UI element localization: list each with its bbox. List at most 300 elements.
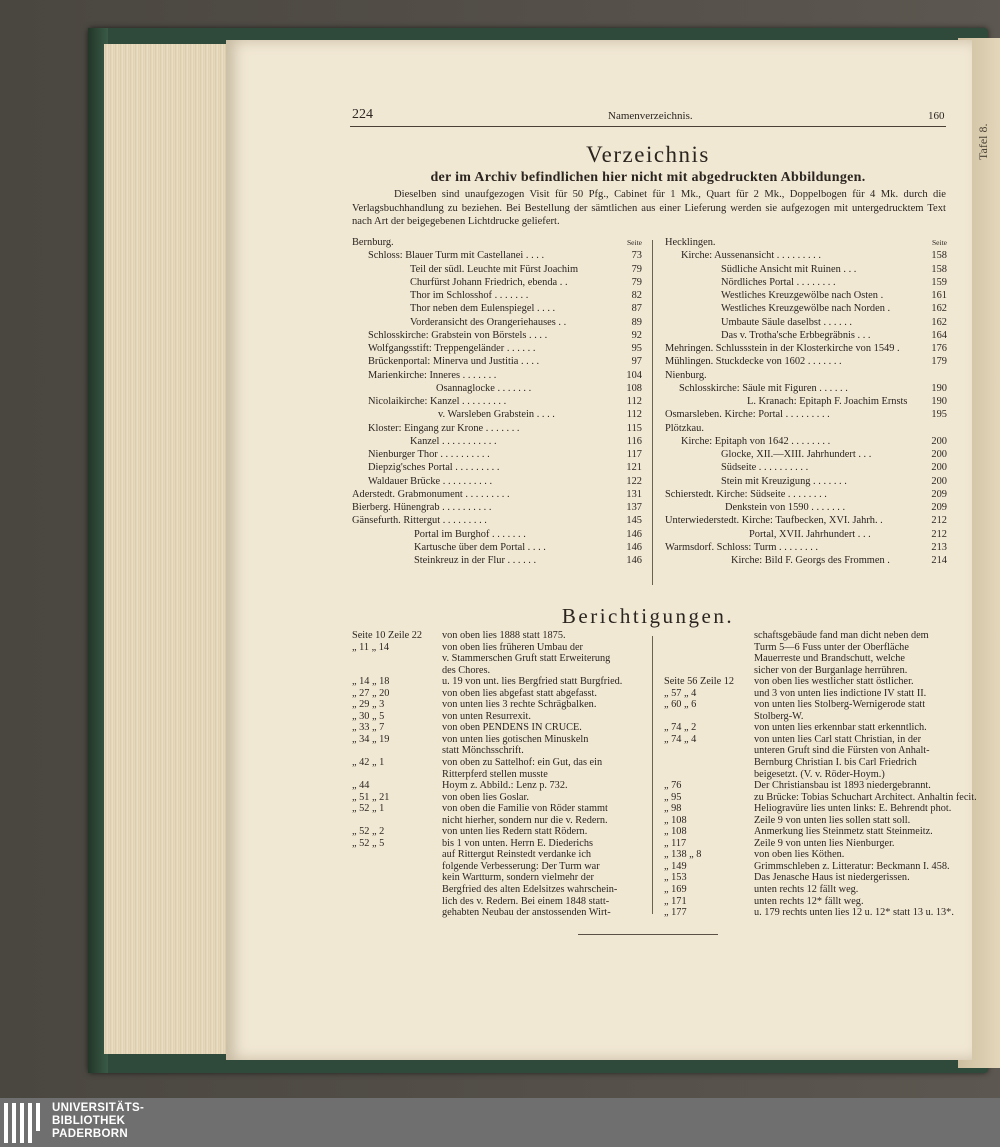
index-entry bbox=[665, 554, 947, 567]
index-entry bbox=[665, 342, 947, 355]
index-entry-page: 92 bbox=[631, 329, 642, 341]
index-entry-page: 145 bbox=[626, 515, 642, 527]
index-entry-label: Portal, XVII. Jahrhundert . . . bbox=[749, 528, 871, 540]
correction-reference: „ 153 bbox=[664, 872, 687, 884]
section-subtitle: der im Archiv befindlichen hier nicht mit abgedruckten Abbildungen. bbox=[430, 170, 866, 185]
correction-text: Bernburg Christian I. bis Carl Friedrich bbox=[754, 757, 917, 769]
correction-line bbox=[664, 907, 954, 919]
correction-text: Stolberg-W. bbox=[754, 710, 804, 722]
correction-reference: „ 60 „ 6 bbox=[664, 699, 697, 711]
index-entry bbox=[352, 448, 642, 461]
correction-reference: „ 98 bbox=[664, 803, 682, 815]
correction-text: unten rechts 12 fällt weg. bbox=[754, 884, 859, 896]
correction-reference: „ 34 „ 19 bbox=[352, 733, 390, 745]
index-entry bbox=[352, 355, 642, 368]
correction-line bbox=[664, 791, 977, 804]
correction-line bbox=[664, 630, 948, 642]
index-entry-label: Umbaute Säule daselbst . . . . . . bbox=[721, 316, 853, 328]
index-entry bbox=[352, 329, 642, 342]
correction-text: u. 179 rechts unten lies 12 u. 12* statt 13 u. 13*. bbox=[754, 907, 954, 919]
index-entry-label: Steinkreuz in der Flur . . . . . . bbox=[414, 555, 537, 566]
index-entry-label: Diepzig'sches Portal . . . . . . . . . bbox=[368, 462, 500, 474]
header-rule bbox=[350, 126, 946, 127]
correction-reference: „ 27 „ 20 bbox=[352, 687, 390, 699]
index-entry-label: Nördliches Portal . . . . . . . . bbox=[721, 276, 836, 288]
index-entry-label: Hecklingen. bbox=[665, 237, 716, 248]
index-entry bbox=[352, 395, 642, 408]
index-entry-page: 200 bbox=[931, 435, 947, 447]
correction-line bbox=[664, 745, 948, 757]
index-entry-page: 179 bbox=[931, 356, 947, 368]
index-entry-page: 190 bbox=[931, 396, 947, 407]
index-entry-page: 73 bbox=[631, 250, 642, 262]
correction-reference: „ 52 „ 5 bbox=[352, 837, 385, 849]
index-entry-page: 195 bbox=[931, 409, 947, 421]
index-entry bbox=[665, 435, 947, 448]
index-entry-label: Waldauer Brücke . . . . . . . . . . bbox=[368, 475, 493, 487]
correction-line bbox=[352, 849, 642, 861]
correction-reference: „ 171 bbox=[664, 895, 687, 907]
correction-reference: „ 29 „ 3 bbox=[352, 699, 385, 711]
index-entry-page: 121 bbox=[626, 462, 642, 474]
index-entry-page: 95 bbox=[631, 343, 642, 354]
correction-text: von oben lies 1888 statt 1875. bbox=[442, 630, 566, 641]
index-entry-label: Südliche Ansicht mit Ruinen . . . bbox=[721, 263, 857, 275]
correction-reference: „ 44 bbox=[352, 780, 370, 792]
index-entry-label: Bernburg. bbox=[352, 237, 394, 248]
correction-line bbox=[352, 653, 642, 665]
index-entry bbox=[352, 435, 642, 448]
index-entry-page: 164 bbox=[931, 329, 947, 341]
index-entry bbox=[352, 461, 642, 474]
index-entry-label: Schlosskirche: Grabstein von Börstels . . . . bbox=[368, 329, 548, 341]
index-entry bbox=[352, 408, 642, 421]
index-entry-page: 82 bbox=[631, 290, 642, 301]
index-entry bbox=[665, 316, 947, 329]
index-entry-page: 115 bbox=[626, 422, 642, 434]
correction-text: Heliogravüre lies unten links: E. Behrendt phot. bbox=[754, 803, 952, 815]
correction-text: von oben PENDENS IN CRUCE. bbox=[442, 722, 582, 734]
correction-text: Zeile 9 von unten lies Nienburger. bbox=[754, 837, 895, 849]
library-logo-icon bbox=[4, 1103, 46, 1143]
index-entry bbox=[352, 302, 642, 315]
correction-line bbox=[352, 872, 642, 884]
running-title: Namenverzeichnis. bbox=[608, 110, 693, 122]
correction-reference: „ 14 „ 18 bbox=[352, 676, 390, 688]
index-entry-page: 158 bbox=[931, 250, 947, 262]
index-entry-page: 200 bbox=[931, 462, 947, 474]
correction-text: Zeile 9 von unten lies sollen statt soll. bbox=[754, 814, 911, 826]
index-entry-label: Mühlingen. Stuckdecke von 1602 . . . . . . . bbox=[665, 356, 842, 368]
index-entry-page: 214 bbox=[931, 555, 947, 566]
index-entry bbox=[352, 249, 642, 262]
correction-reference: Seite 10 Zeile 22 bbox=[352, 630, 423, 641]
column-divider bbox=[652, 240, 653, 585]
correction-reference: Seite 56 Zeile 12 bbox=[664, 676, 735, 688]
correction-line bbox=[664, 734, 948, 746]
correction-text: von unten lies Stolberg-Wernigerode statt bbox=[754, 699, 926, 711]
index-entry-page: 213 bbox=[931, 541, 947, 553]
correction-text: gehabten Neubau der anstossenden Wirt- bbox=[442, 907, 611, 919]
index-entry bbox=[352, 236, 642, 249]
correction-text: sicher von der Burganlage herrühren. bbox=[754, 664, 908, 676]
correction-line bbox=[352, 815, 642, 827]
correction-text: von unten lies Redern statt Rödern. bbox=[442, 826, 588, 838]
index-entry-label: Warmsdorf. Schloss: Turm . . . . . . . . bbox=[665, 541, 819, 553]
correction-line bbox=[352, 734, 642, 746]
index-entry-page: 87 bbox=[631, 303, 642, 315]
correction-text: Das Jenasche Haus ist niedergerissen. bbox=[754, 872, 910, 884]
index-entry-label: Nienburger Thor . . . . . . . . . . bbox=[368, 449, 490, 460]
correction-line bbox=[352, 907, 642, 919]
index-entry-page: 131 bbox=[626, 488, 642, 500]
correction-reference: „ 52 „ 2 bbox=[352, 826, 385, 838]
index-entry-label: Unterwiederstedt. Kirche: Taufbecken, XVI. Jahrh. . bbox=[665, 515, 883, 527]
index-entry-label: Kanzel . . . . . . . . . . . bbox=[410, 435, 497, 447]
index-entry bbox=[665, 355, 947, 368]
index-entry-page: 146 bbox=[626, 528, 642, 540]
library-name-line3: PADERBORN bbox=[52, 1128, 128, 1140]
index-entry-page: 112 bbox=[626, 409, 642, 421]
index-column-left bbox=[352, 236, 642, 567]
index-entry-label: Thor neben dem Eulenspiegel . . . . bbox=[410, 303, 556, 315]
correction-line bbox=[352, 630, 642, 642]
correction-line bbox=[352, 642, 642, 654]
margin-tafel-label: Tafel 8. bbox=[976, 123, 990, 160]
index-entry-page: 200 bbox=[931, 475, 947, 487]
correction-text: und 3 von unten lies indictione IV statt II. bbox=[754, 687, 927, 699]
index-entry-label: Brückenportal: Minerva und Justitia . . . . bbox=[368, 356, 540, 368]
index-entry bbox=[352, 422, 642, 435]
index-entry-label: Mehringen. Schlussstein in der Klosterkirche von 1549 . bbox=[665, 343, 900, 354]
correction-text: statt Mönchsschrift. bbox=[442, 745, 524, 757]
corrections-column-right bbox=[664, 630, 977, 919]
index-entry-label: Churfürst Johann Friedrich, ebenda . . bbox=[410, 276, 568, 288]
correction-text: bis 1 von unten. Herrn E. Diederichs bbox=[442, 837, 593, 849]
index-entry-label: Schlosskirche: Säule mit Figuren . . . . . . bbox=[679, 382, 848, 394]
index-entry bbox=[665, 475, 947, 488]
correction-text: Mauerreste und Brandschutt, welche bbox=[754, 653, 905, 665]
seite-heading: Seite bbox=[932, 238, 947, 247]
index-entry bbox=[352, 369, 642, 382]
correction-text: von unten lies gotischen Minuskeln bbox=[442, 733, 589, 745]
correction-text: unten rechts 12* fällt weg. bbox=[754, 895, 864, 907]
index-entry-label: Vorderansicht des Orangeriehauses . . bbox=[410, 316, 567, 328]
index-entry bbox=[665, 461, 947, 474]
index-entry-page: 176 bbox=[931, 343, 947, 354]
correction-line bbox=[352, 884, 642, 896]
index-entry bbox=[665, 448, 947, 461]
correction-line bbox=[352, 699, 642, 711]
correction-line bbox=[664, 826, 948, 838]
index-entry bbox=[665, 395, 947, 408]
correction-text: Hoym z. Abbild.: Lenz p. 732. bbox=[442, 780, 568, 792]
correction-text: nicht hierher, sondern nur die v. Redern. bbox=[442, 814, 608, 826]
correction-line bbox=[664, 780, 948, 792]
correction-line bbox=[664, 815, 948, 827]
correction-reference: „ 108 bbox=[664, 814, 687, 826]
correction-line bbox=[664, 653, 948, 665]
page-stack bbox=[104, 44, 236, 1054]
index-entry-label: Glocke, XII.—XIII. Jahrhundert . . . bbox=[721, 449, 872, 460]
correction-line bbox=[352, 780, 642, 792]
index-entry-page: 209 bbox=[931, 502, 947, 513]
index-entry-page: 122 bbox=[626, 475, 642, 487]
correction-line bbox=[664, 757, 948, 769]
correction-line bbox=[352, 803, 642, 815]
correction-reference: „ 74 „ 4 bbox=[664, 733, 697, 745]
index-entry bbox=[352, 501, 642, 514]
page-number-left: 224 bbox=[352, 107, 373, 122]
index-entry-label: Westliches Kreuzgewölbe nach Norden . bbox=[721, 303, 891, 315]
correction-line bbox=[352, 745, 642, 757]
correction-line bbox=[352, 838, 642, 850]
correction-line bbox=[664, 688, 948, 700]
correction-reference: „ 149 bbox=[664, 860, 687, 872]
correction-line bbox=[352, 769, 642, 781]
correction-text: schaftsgebäude fand man dicht neben dem bbox=[754, 630, 929, 641]
correction-text: auf Rittergut Reinstedt verdanke ich bbox=[442, 849, 592, 861]
index-entry-page: 212 bbox=[931, 515, 947, 527]
index-entry-page: 190 bbox=[931, 382, 947, 394]
page-number-right: 160 bbox=[928, 110, 945, 122]
correction-line bbox=[352, 711, 642, 723]
index-entry bbox=[665, 422, 947, 435]
correction-text: des Chores. bbox=[442, 664, 491, 676]
correction-line bbox=[664, 665, 948, 677]
correction-text: von oben zu Sattelhof: ein Gut, das ein bbox=[442, 757, 603, 769]
correction-text: beigesetzt. (V. v. Röder-Hoym.) bbox=[754, 768, 885, 780]
correction-line bbox=[664, 769, 948, 781]
library-footer bbox=[0, 1098, 1000, 1147]
index-entry-page: 117 bbox=[626, 449, 642, 460]
index-entry bbox=[665, 488, 947, 501]
index-entry-label: Schierstedt. Kirche: Südseite . . . . . . . . bbox=[665, 488, 827, 500]
index-entry bbox=[352, 316, 642, 329]
index-entry bbox=[665, 369, 947, 382]
correction-text: von unten lies erkennbar statt erkenntlich. bbox=[754, 722, 927, 734]
index-entry-page: 79 bbox=[631, 263, 642, 275]
index-entry bbox=[352, 475, 642, 488]
index-entry-label: Das v. Trotha'sche Erbbegräbnis . . . bbox=[721, 329, 871, 341]
correction-reference: „ 52 „ 1 bbox=[352, 803, 385, 815]
correction-reference: „ 95 bbox=[664, 791, 682, 803]
index-entry-label: Denkstein von 1590 . . . . . . . bbox=[725, 502, 846, 513]
index-entry bbox=[665, 249, 947, 262]
intro-paragraph: Dieselben sind unaufgezogen Visit für 50 Pfg., Cabinet für 1 Mk., Quart für 2 Mk., Doppelbogen für 4 Mk. durch die Verlagsbuchhandlung zu beziehen. Bei Bestellung der sämtlichen aus einer Lieferung werden sie aufgezogen mit untergedrucktem Text nach Art der beigegebenen Lichtdrucke geliefert. bbox=[352, 189, 946, 228]
correction-reference: „ 57 „ 4 bbox=[664, 687, 697, 699]
index-entry bbox=[665, 514, 947, 527]
index-entry-page: 137 bbox=[626, 502, 642, 513]
index-entry-page: 162 bbox=[931, 316, 947, 328]
correction-text: von unten lies Carl statt Christian, in der bbox=[754, 733, 922, 745]
correction-line bbox=[664, 711, 948, 723]
index-entry-page: 97 bbox=[631, 356, 642, 368]
correction-line bbox=[664, 896, 948, 908]
correction-text: von oben die Familie von Röder stammt bbox=[442, 803, 608, 815]
index-entry bbox=[352, 382, 642, 395]
correction-line bbox=[664, 642, 948, 654]
index-entry-label: Westliches Kreuzgewölbe nach Osten . bbox=[721, 290, 884, 301]
correction-text: von oben lies Köthen. bbox=[754, 849, 845, 861]
index-entry-label: Nicolaikirche: Kanzel . . . . . . . . . bbox=[368, 396, 507, 407]
index-entry bbox=[665, 382, 947, 395]
index-entry bbox=[665, 541, 947, 554]
index-entry bbox=[665, 528, 947, 541]
correction-text: von unten Resurrexit. bbox=[442, 710, 531, 722]
index-entry-label: Kloster: Eingang zur Krone . . . . . . . bbox=[368, 422, 520, 434]
index-entry-page: 79 bbox=[631, 276, 642, 288]
index-entry bbox=[665, 236, 947, 249]
correction-line bbox=[352, 896, 642, 908]
correction-text: Anmerkung lies Steinmetz statt Steinmeitz. bbox=[754, 826, 933, 838]
index-entry-label: Aderstedt. Grabmonument . . . . . . . . . bbox=[352, 488, 510, 500]
index-entry-page: 158 bbox=[931, 263, 947, 275]
index-entry-label: v. Warsleben Grabstein . . . . bbox=[438, 409, 555, 421]
index-entry bbox=[665, 302, 947, 315]
correction-line bbox=[352, 826, 642, 838]
correction-line bbox=[352, 792, 642, 804]
correction-reference: „ 74 „ 2 bbox=[664, 722, 697, 734]
index-entry-page: 112 bbox=[626, 396, 642, 407]
index-entry-label: Osannaglocke . . . . . . . bbox=[436, 382, 532, 394]
index-entry bbox=[352, 488, 642, 501]
correction-line bbox=[352, 688, 642, 700]
correction-text: Bergfried des alten Edelsitzes wahrschein- bbox=[442, 884, 618, 896]
correction-line bbox=[664, 722, 948, 734]
index-entry bbox=[352, 276, 642, 289]
index-entry-page: 162 bbox=[931, 303, 947, 315]
index-entry-label: Nienburg. bbox=[665, 369, 707, 381]
index-entry bbox=[665, 329, 947, 342]
index-entry bbox=[665, 276, 947, 289]
correction-line bbox=[664, 838, 948, 850]
index-entry-page: 159 bbox=[931, 276, 947, 288]
corrections-divider bbox=[652, 636, 653, 914]
correction-line bbox=[352, 861, 642, 873]
correction-text: zu Brücke: Tobias Schuchart Architect. Anhaltin fecit. bbox=[754, 791, 977, 803]
index-entry-label: Bierberg. Hünengrab . . . . . . . . . . bbox=[352, 502, 492, 513]
index-entry bbox=[352, 554, 642, 567]
correction-reference: „ 117 bbox=[664, 837, 687, 849]
index-entry-page: 200 bbox=[931, 449, 947, 460]
index-entry-label: Thor im Schlosshof . . . . . . . bbox=[410, 290, 529, 301]
correction-text: Ritterpferd stellen musste bbox=[442, 768, 548, 780]
correction-text: von oben lies Goslar. bbox=[442, 791, 529, 803]
end-rule bbox=[578, 934, 718, 935]
index-entry-label: Marienkirche: Inneres . . . . . . . bbox=[368, 369, 497, 381]
index-entry-label: Osmarsleben. Kirche: Portal . . . . . . . . . bbox=[665, 409, 830, 421]
index-entry bbox=[352, 541, 642, 554]
correction-reference: „ 51 „ 21 bbox=[352, 791, 390, 803]
correction-line bbox=[664, 676, 948, 688]
index-entry-label: Teil der südl. Leuchte mit Fürst Joachim bbox=[410, 263, 579, 275]
correction-text: Grimmschleben z. Litteratur: Beckmann I. 458. bbox=[754, 860, 950, 872]
index-entry-page: 146 bbox=[626, 541, 642, 553]
corrections-column-left bbox=[352, 630, 642, 919]
correction-line bbox=[664, 849, 948, 861]
index-entry bbox=[665, 289, 947, 302]
index-entry bbox=[352, 342, 642, 355]
index-entry-label: Kirche: Epitaph von 1642 . . . . . . . . bbox=[681, 435, 831, 447]
correction-reference: „ 169 bbox=[664, 884, 687, 896]
correction-text: lich des v. Redern. Bei einem 1848 statt- bbox=[442, 895, 610, 907]
index-entry-label: Wolfgangsstift: Treppengeländer . . . . . . bbox=[368, 343, 536, 354]
correction-reference: „ 42 „ 1 bbox=[352, 757, 385, 769]
correction-reference: „ 33 „ 7 bbox=[352, 722, 385, 734]
correction-text: Der Christiansbau ist 1893 niedergebrannt. bbox=[754, 780, 931, 792]
correction-line bbox=[352, 722, 642, 734]
correction-reference: „ 177 bbox=[664, 907, 687, 919]
index-entry-page: 89 bbox=[631, 316, 642, 328]
index-entry-label: Portal im Burghof . . . . . . . bbox=[414, 528, 526, 540]
index-entry-label: Kirche: Bild F. Georgs des Frommen . bbox=[731, 555, 890, 566]
correction-reference: „ 108 bbox=[664, 826, 687, 838]
correction-line bbox=[664, 884, 948, 896]
index-entry bbox=[665, 501, 947, 514]
correction-text: unteren Gruft sind die Fürsten von Anhalt- bbox=[754, 745, 930, 757]
correction-text: Turm 5—6 Fuss unter der Oberfläche bbox=[754, 641, 909, 653]
correction-line bbox=[664, 803, 952, 815]
index-entry-label: Kirche: Aussenansicht . . . . . . . . . bbox=[681, 250, 821, 262]
index-entry-label: Schloss: Blauer Turm mit Castellanei . . . . bbox=[368, 250, 545, 262]
index-entry-page: 108 bbox=[626, 382, 642, 394]
correction-line bbox=[352, 757, 642, 769]
index-entry-page: 116 bbox=[626, 435, 642, 447]
corrections-title: Berichtigungen. bbox=[561, 604, 735, 628]
index-entry-label: Südseite . . . . . . . . . . bbox=[721, 462, 809, 474]
correction-text: folgende Verbesserung: Der Turm war bbox=[442, 860, 600, 872]
correction-text: von oben lies früheren Umbau der bbox=[442, 641, 583, 653]
index-entry-label: Gänsefurth. Rittergut . . . . . . . . . bbox=[352, 515, 487, 527]
correction-text: kein Wartturm, sondern vielmehr der bbox=[442, 872, 594, 884]
correction-text: von oben lies westlicher statt östlicher. bbox=[754, 676, 914, 688]
library-name-line1: UNIVERSITÄTS- bbox=[52, 1102, 145, 1114]
index-column-right bbox=[665, 236, 947, 567]
correction-reference: „ 138 „ 8 bbox=[664, 849, 702, 861]
index-entry-label: Kartusche über dem Portal . . . . bbox=[414, 541, 546, 553]
correction-reference: „ 30 „ 5 bbox=[352, 710, 385, 722]
index-entry-page: 146 bbox=[626, 555, 642, 566]
index-entry bbox=[665, 263, 947, 276]
correction-line bbox=[352, 676, 642, 688]
correction-text: v. Stammerschen Gruft statt Erweiterung bbox=[442, 653, 611, 665]
section-title: Verzeichnis bbox=[586, 142, 710, 167]
correction-text: von oben lies abgefast statt abgefasst. bbox=[442, 687, 597, 699]
index-entry bbox=[352, 528, 642, 541]
correction-reference: „ 76 bbox=[664, 780, 682, 792]
library-name-line2: BIBLIOTHEK bbox=[52, 1115, 126, 1127]
correction-line bbox=[352, 665, 642, 677]
index-entry bbox=[352, 289, 642, 302]
index-entry-label: Plötzkau. bbox=[665, 422, 704, 434]
index-entry bbox=[665, 408, 947, 421]
index-entry-page: 104 bbox=[626, 369, 642, 381]
index-entry-page: 161 bbox=[931, 290, 947, 301]
index-entry bbox=[352, 514, 642, 527]
correction-text: u. 19 von unt. lies Bergfried statt Burgfried. bbox=[442, 676, 623, 688]
index-entry bbox=[352, 263, 642, 276]
correction-text: von unten lies 3 rechte Schrägbalken. bbox=[442, 699, 597, 711]
index-entry-label: Stein mit Kreuzigung . . . . . . . bbox=[721, 475, 847, 487]
correction-line bbox=[664, 872, 948, 884]
index-entry-label: L. Kranach: Epitaph F. Joachim Ernsts bbox=[747, 396, 908, 407]
correction-line bbox=[664, 699, 948, 711]
index-entry-page: 209 bbox=[931, 488, 947, 500]
seite-heading: Seite bbox=[627, 238, 642, 247]
index-entry-page: 212 bbox=[931, 528, 947, 540]
correction-line bbox=[664, 861, 948, 873]
